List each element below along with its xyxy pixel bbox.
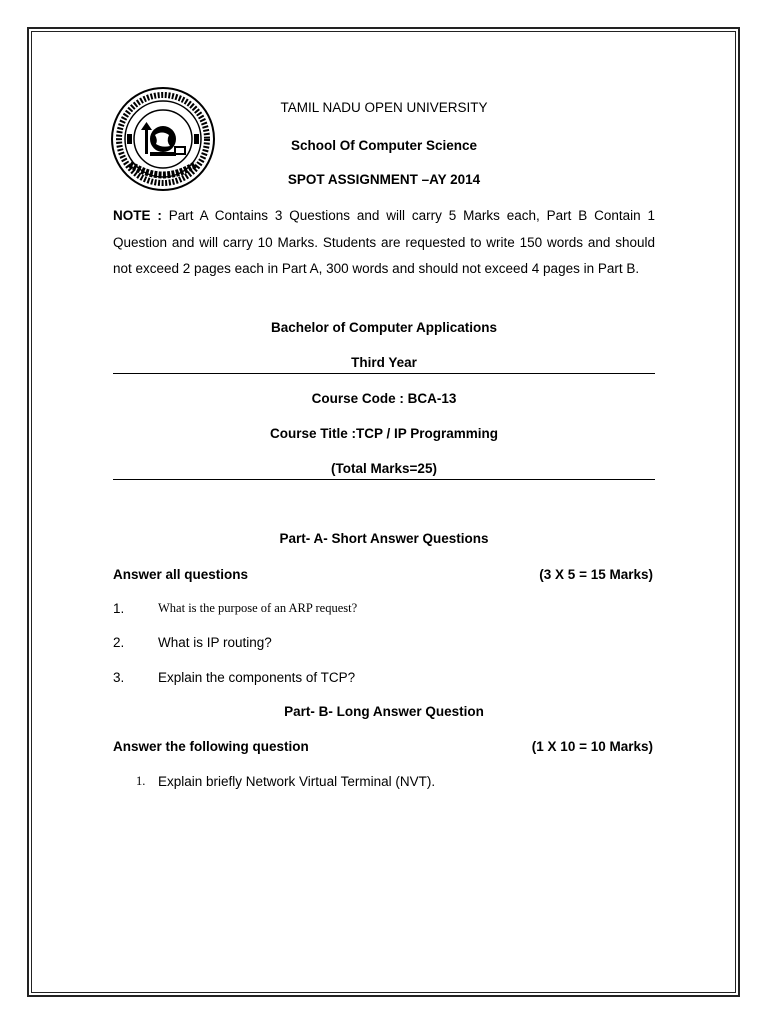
total-marks: (Total Marks=25) (331, 461, 437, 476)
question-number: 2. (113, 635, 125, 650)
note-text: Part A Contains 3 Questions and will carry 5 Marks each, Part B Contain 1 Question and will carry 10 Marks. Students are requested to write 150 words and should not exceed 2 pages each in Part A, 300 words and should not exceed 4 pages in Part B. (113, 208, 655, 276)
part-a-instruction: Answer all questions (113, 567, 249, 582)
part-b-instruction: Answer the following question (113, 739, 309, 754)
assignment-title: SPOT ASSIGNMENT –AY 2014 (287, 172, 481, 187)
divider-bottom (113, 479, 655, 480)
course-code: Course Code : BCA-13 (311, 391, 457, 406)
part-b-heading: Part- B- Long Answer Question (284, 704, 484, 719)
note-paragraph (113, 203, 655, 283)
part-a-heading: Part- A- Short Answer Questions (279, 531, 489, 546)
question-number: 1. (113, 601, 125, 616)
question-number: 1. (136, 774, 146, 788)
school-name: School Of Computer Science (290, 138, 478, 153)
part-a-instruction-row (113, 567, 653, 582)
degree-title: Bachelor of Computer Applications (270, 320, 498, 335)
question-number: 3. (113, 670, 125, 685)
question-text: Explain briefly Network Virtual Terminal (NVT). (158, 774, 436, 789)
university-name: TAMIL NADU OPEN UNIVERSITY (280, 100, 488, 115)
year-title: Third Year (351, 355, 417, 370)
question-text: What is the purpose of an ARP request? (158, 601, 358, 615)
question-text: What is IP routing? (158, 635, 272, 650)
part-a-marks: (3 X 5 = 15 Marks) (539, 567, 653, 582)
part-b-instruction-row (113, 739, 653, 754)
divider-top (113, 373, 655, 374)
question-text: Explain the components of TCP? (158, 670, 356, 685)
course-title: Course Title :TCP / IP Programming (269, 426, 499, 441)
note-label: NOTE : (113, 208, 162, 223)
part-b-marks: (1 X 10 = 10 Marks) (531, 739, 653, 754)
